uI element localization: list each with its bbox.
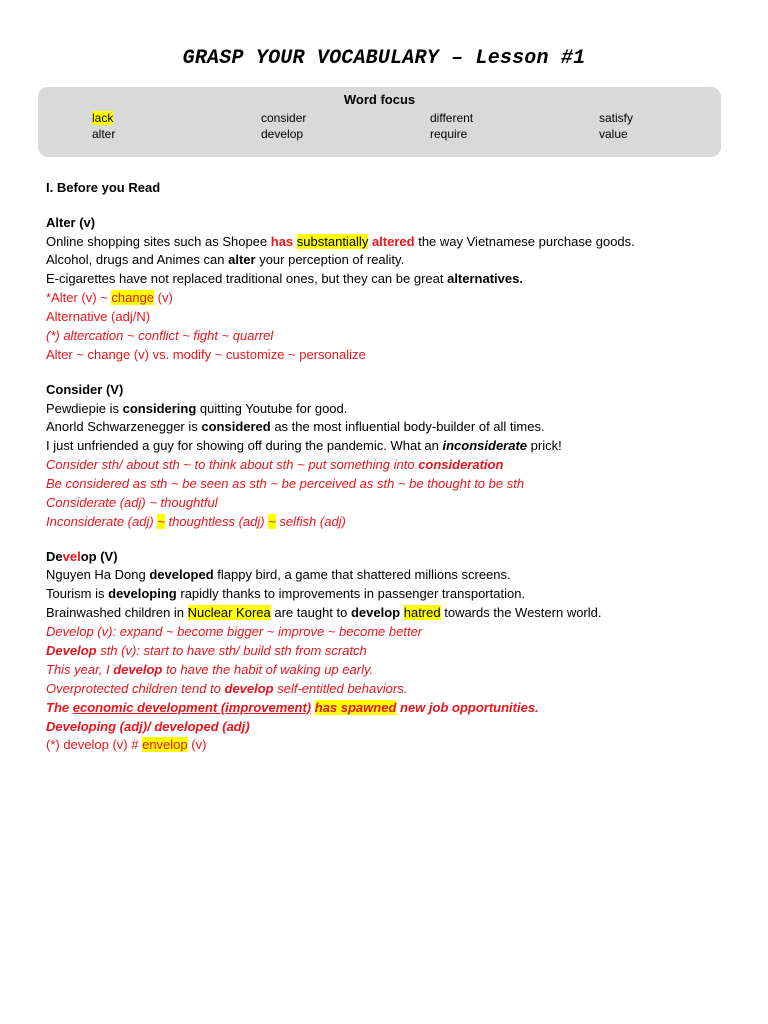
example-sentence: Nguyen Ha Dong developed flappy bird, a game that shattered millions screens.: [46, 567, 511, 583]
vocab-note: *Alter (v) ~ change (v): [46, 290, 173, 306]
example-sentence: I just unfriended a guy for showing off during the pandemic. What an inconsiderate prick!: [46, 438, 562, 454]
vocab-note: Developing (adj)/ developed (adj): [46, 718, 250, 734]
word-focus-item: require: [430, 127, 468, 141]
lesson-content: [46, 179, 736, 755]
example-sentence: Online shopping sites such as Shopee has substantially altered the way Vietnamese purchase goods.: [46, 233, 635, 249]
vocab-note: Develop (v): expand ~ become bigger ~ improve ~ become better: [46, 624, 423, 640]
word-focus-item: lack: [92, 111, 114, 125]
example-sentence: Alcohol, drugs and Animes can alter your perception of reality.: [46, 252, 405, 268]
vocab-note: Develop sth (v): start to have sth/ build sth from scratch: [46, 642, 367, 658]
vocab-note: Alter ~ change (v) vs. modify ~ customize ~ personalize: [46, 346, 366, 362]
word-focus-item: value: [599, 127, 628, 141]
example-sentence: Tourism is developing rapidly thanks to improvements in passenger transportation.: [46, 586, 526, 602]
word-focus-box: [38, 87, 721, 157]
vocab-note: Inconsiderate (adj) ~ thoughtless (adj) ~ selfish (adj): [46, 513, 346, 529]
vocab-note: The economic development (improvement) has spawned new job opportunities.: [46, 699, 539, 715]
page-title: GRASP YOUR VOCABULARY – Lesson #1: [182, 47, 586, 70]
word-focus-item: develop: [261, 127, 304, 141]
word-focus-item: satisfy: [599, 111, 634, 125]
vocab-note: This year, I develop to have the habit of waking up early.: [46, 661, 374, 677]
vocab-heading-develop: Develop (V): [46, 548, 118, 564]
example-sentence: E-cigarettes have not replaced traditional ones, but they can be great alternatives.: [46, 271, 523, 287]
vocab-heading-consider: Consider (V): [46, 381, 124, 397]
example-sentence: Anorld Schwarzenegger is considered as the most influential body-builder of all times.: [46, 419, 545, 435]
example-sentence: Pewdiepie is considering quitting Youtube for good.: [46, 400, 348, 416]
vocab-note: Alternative (adj/N): [46, 309, 151, 325]
word-focus-heading: Word focus: [343, 92, 416, 107]
vocab-heading-alter: Alter (v): [46, 214, 96, 230]
section-heading: I. Before you Read: [46, 180, 161, 195]
example-sentence: Brainwashed children in Nuclear Korea are taught to develop hatred towards the Western world.: [46, 605, 602, 621]
vocab-note: Overprotected children tend to develop self-entitled behaviors.: [46, 680, 408, 696]
word-focus-item: consider: [261, 111, 307, 125]
vocab-note: (*) develop (v) # envelop (v): [46, 737, 207, 753]
vocab-note: Considerate (adj) ~ thoughtful: [46, 494, 218, 510]
vocab-note: Consider sth/ about sth ~ to think about sth ~ put something into consideration: [46, 457, 504, 473]
vocab-note: Be considered as sth ~ be seen as sth ~ be perceived as sth ~ be thought to be sth: [46, 476, 525, 492]
word-focus-item: alter: [92, 127, 116, 141]
vocab-note: (*) altercation ~ conflict ~ fight ~ quarrel: [46, 328, 274, 344]
word-focus-item: different: [430, 111, 474, 125]
